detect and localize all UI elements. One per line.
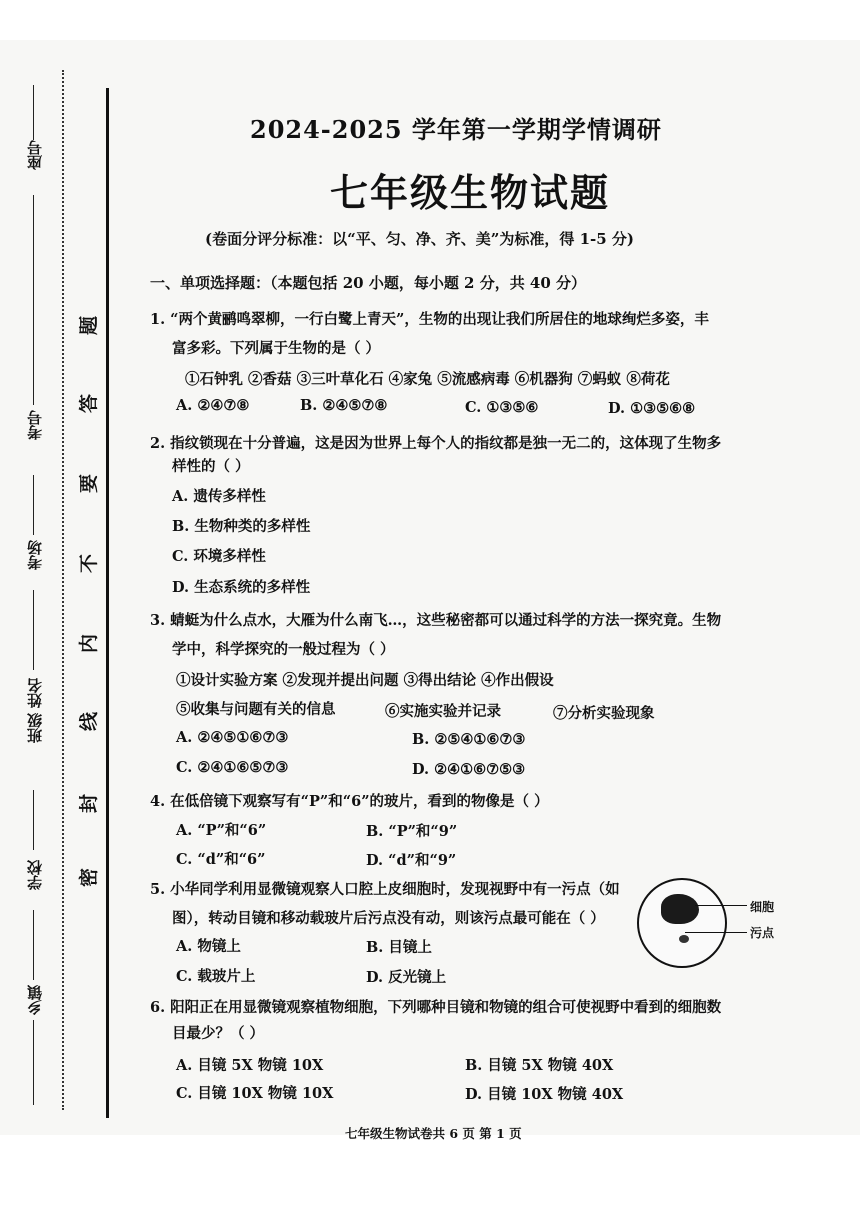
seal-char-3: 要: [78, 473, 101, 494]
q6-option-c: C. 目镜 10X 物镜 10X: [176, 1085, 334, 1102]
q4-stem: 4. 在低倍镜下观察写有“P”和“6”的玻片，看到的物像是（ ）: [150, 793, 549, 810]
seal-char-4: 不: [78, 553, 101, 574]
seat-number-blank: [33, 85, 34, 140]
q6-option-b: B. 目镜 5X 物镜 40X: [465, 1057, 614, 1074]
q2-option-b: B. 生物种类的多样性: [172, 518, 311, 535]
q3-option-c: C. ②④①⑥⑤⑦③: [176, 759, 289, 776]
q1-option-c: C. ①③⑤⑥: [465, 399, 539, 416]
stain-spot: [679, 935, 689, 943]
spot-pointer-line: [685, 932, 747, 933]
school-blank-lower: [33, 910, 34, 980]
exam-number-blank: [33, 195, 34, 405]
q3-item-7: ⑦分析实验现象: [553, 705, 655, 722]
q6-option-a: A. 目镜 5X 物镜 10X: [176, 1057, 324, 1074]
q3-stem-line2: 学中，科学探究的一般过程为（ ）: [172, 641, 395, 658]
seal-char-7: 封: [78, 793, 101, 814]
q1-items: ①石钟乳 ②香菇 ③三叶草化石 ④家兔 ⑤流感病毒 ⑥机器狗 ⑦蚂蚁 ⑧荷花: [185, 371, 670, 388]
q3-option-a: A. ②④⑤①⑥⑦③: [176, 729, 289, 746]
q3-item-6: ⑥实施实验并记录: [385, 703, 501, 720]
q2-option-c: C. 环境多样性: [172, 548, 266, 565]
q3-items-line1: ①设计实验方案 ②发现并提出问题 ③得出结论 ④作出假设: [176, 672, 554, 689]
scoring-note: (卷面分评分标准：以“平、匀、净、齐、美”为标准，得 1-5 分): [205, 230, 634, 248]
microscope-field-figure: [637, 878, 727, 968]
q5-stem-line1: 5. 小华同学利用显微镜观察人口腔上皮细胞时，发现视野中有一污点（如: [150, 881, 620, 898]
seat-number-label: 座号: [26, 140, 44, 170]
q1-stem-line2: 富多彩。下列属于生物的是（ ）: [172, 340, 381, 357]
q6-stem-line2: 目最少？（ ）: [172, 1025, 265, 1042]
seal-char-2: 答: [78, 393, 101, 414]
school-label: 学校: [26, 860, 44, 890]
page-footer: 七年级生物试卷共 6 页 第 1 页: [345, 1126, 522, 1141]
figure-label-spot: 污点: [750, 926, 775, 940]
q2-option-d: D. 生态系统的多样性: [172, 579, 311, 596]
cell-shape: [661, 894, 699, 924]
section-heading: 一、单项选择题：（本题包括 20 小题，每小题 2 分，共 40 分）: [150, 274, 587, 292]
q2-stem-line2: 样性的（ ）: [172, 458, 250, 475]
q5-stem-line2: 图），转动目镜和移动载玻片后污点没有动，则该污点最可能在（ ）: [172, 910, 605, 927]
exam-number-label: 考号: [26, 410, 44, 440]
exam-room-label: 考场: [26, 540, 44, 570]
q5-option-a: A. 物镜上: [176, 938, 241, 955]
cell-pointer-line: [695, 905, 747, 906]
q2-stem-line1: 2. 指纹锁现在十分普遍，这是因为世界上每个人的指纹都是独一无二的，这体现了生物多: [150, 435, 722, 452]
q5-option-b: B. 目镜上: [366, 939, 432, 956]
class-name-blank: [33, 590, 34, 670]
q1-option-a: A. ②④⑦⑧: [176, 397, 250, 414]
figure-label-cell: 细胞: [750, 900, 775, 914]
exam-room-blank: [33, 475, 34, 535]
q3-option-d: D. ②④①⑥⑦⑤③: [412, 761, 526, 778]
exam-subject-title: 七年级生物试题: [330, 170, 611, 215]
q4-option-d: D. “d”和“9”: [366, 852, 457, 869]
class-name-label: 班级 姓名: [26, 678, 44, 744]
seal-char-8: 密: [78, 867, 101, 888]
q1-stem-line1: 1. “两个黄鹂鸣翠柳，一行白鹭上青天”，生物的出现让我们所居住的地球绚烂多姿，丰: [150, 311, 709, 328]
q1-option-d: D. ①③⑤⑥⑧: [608, 400, 696, 417]
seal-char-5: 内: [78, 633, 101, 654]
town-label: 乡镇: [26, 985, 44, 1015]
q6-stem-line1: 6. 阳阳正在用显微镜观察植物细胞，下列哪种目镜和物镜的组合可使视野中看到的细胞数: [150, 999, 722, 1016]
town-blank: [33, 1020, 34, 1105]
q5-option-d: D. 反光镜上: [366, 969, 447, 986]
q3-item-5: ⑤收集与问题有关的信息: [176, 701, 336, 718]
binding-solid-line: [106, 88, 109, 1118]
seal-char-6: 线: [78, 711, 101, 732]
q1-option-b: B. ②④⑤⑦⑧: [300, 397, 388, 414]
exam-term-title: 2024-2025 学年第一学期学情调研: [250, 115, 662, 144]
q3-stem-line1: 3. 蜻蜓为什么点水，大雁为什么南飞…，这些秘密都可以通过科学的方法一探究竟。生物: [150, 612, 722, 629]
q2-option-a: A. 遗传多样性: [172, 488, 266, 505]
seal-char-1: 题: [78, 315, 101, 336]
q6-option-d: D. 目镜 10X 物镜 40X: [465, 1086, 624, 1103]
q5-option-c: C. 载玻片上: [176, 968, 256, 985]
binding-dotted-line: [62, 70, 64, 1110]
school-blank: [33, 790, 34, 850]
q3-option-b: B. ②⑤④①⑥⑦③: [412, 731, 526, 748]
q4-option-b: B. “P”和“9”: [366, 823, 458, 840]
q4-option-c: C. “d”和“6”: [176, 851, 266, 868]
q4-option-a: A. “P”和“6”: [176, 822, 267, 839]
